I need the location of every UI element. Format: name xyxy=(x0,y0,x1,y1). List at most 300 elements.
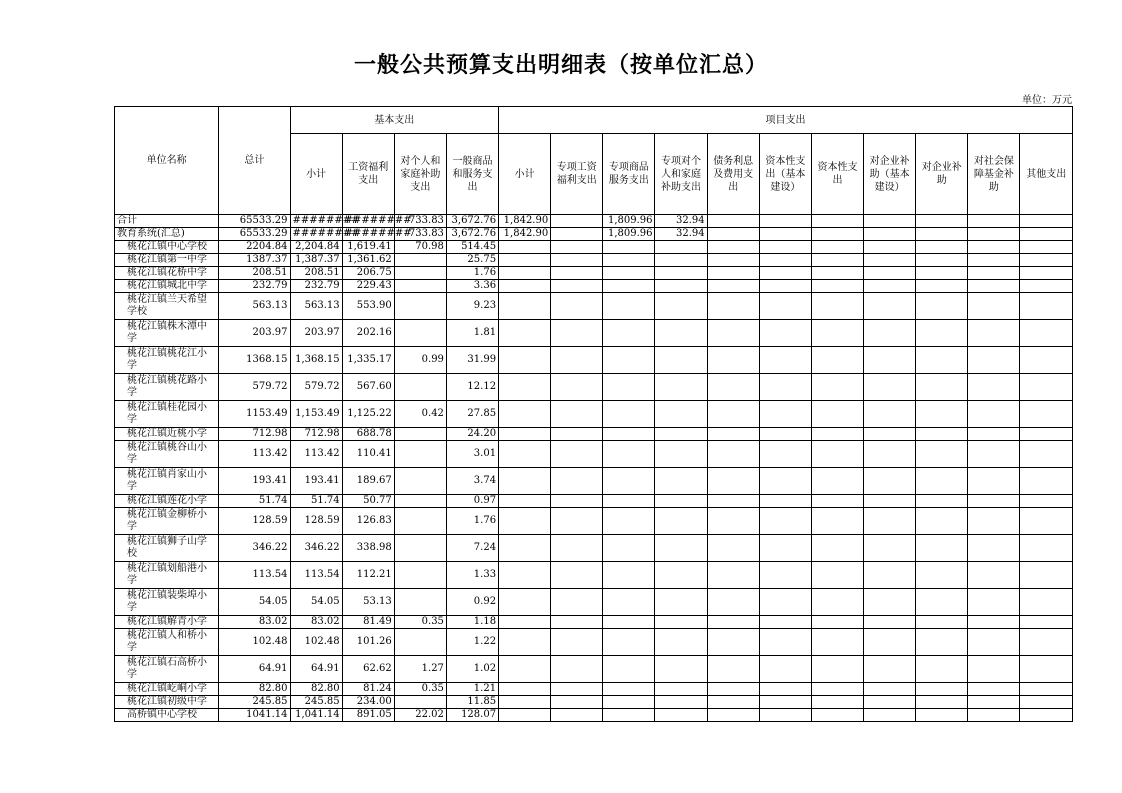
value-cell-b-pers xyxy=(394,495,446,508)
empty-cell xyxy=(707,656,759,683)
empty-cell xyxy=(864,401,916,428)
empty-cell xyxy=(1020,696,1073,709)
value-cell-b-goods: 0.97 xyxy=(446,495,498,508)
value-cell-p-goods xyxy=(603,656,655,683)
empty-cell xyxy=(864,267,916,280)
value-cell-p-sub xyxy=(499,495,551,508)
empty-cell xyxy=(811,441,863,468)
value-cell-b-wage: 567.60 xyxy=(342,374,394,401)
empty-cell xyxy=(1020,508,1073,535)
value-cell-b-goods: 27.85 xyxy=(446,401,498,428)
empty-cell xyxy=(916,629,968,656)
unit-name-cell: 桃花江镇桃花路小学 xyxy=(115,374,219,401)
value-cell-p-sub xyxy=(499,347,551,374)
empty-cell xyxy=(1020,683,1073,696)
value-cell-p-pers xyxy=(655,589,707,616)
value-cell-p-pers: 32.94 xyxy=(655,228,707,241)
value-cell-p-wage xyxy=(551,589,603,616)
value-cell-p-pers xyxy=(655,241,707,254)
empty-cell xyxy=(811,656,863,683)
empty-cell xyxy=(968,215,1020,228)
header-project-col: 资本性支出 xyxy=(811,134,863,215)
value-cell-p-pers: 32.94 xyxy=(655,215,707,228)
table-row xyxy=(115,696,1073,709)
empty-cell xyxy=(759,215,811,228)
page-title: 一般公共预算支出明细表（按单位汇总） xyxy=(353,53,768,78)
table-row xyxy=(115,267,1073,280)
empty-cell xyxy=(864,696,916,709)
value-cell-p-pers xyxy=(655,562,707,589)
value-cell-p-goods xyxy=(603,280,655,293)
empty-cell xyxy=(968,428,1020,441)
unit-name-cell: 桃花江镇近桃小学 xyxy=(115,428,219,441)
table-row xyxy=(115,535,1073,562)
empty-cell xyxy=(759,228,811,241)
value-cell-p-wage xyxy=(551,616,603,629)
header-project: 项目支出 xyxy=(499,107,1073,134)
empty-cell xyxy=(707,428,759,441)
empty-cell xyxy=(707,535,759,562)
value-cell-p-sub xyxy=(499,683,551,696)
value-cell-b-wage: 110.41 xyxy=(342,441,394,468)
value-cell-b-wage: 1,619.41 xyxy=(342,241,394,254)
empty-cell xyxy=(759,441,811,468)
empty-cell xyxy=(707,280,759,293)
empty-cell xyxy=(968,254,1020,267)
value-cell-p-wage xyxy=(551,320,603,347)
empty-cell xyxy=(916,267,968,280)
table-row xyxy=(115,428,1073,441)
table-row xyxy=(115,656,1073,683)
empty-cell xyxy=(811,347,863,374)
unit-name-cell: 桃花江镇莲花小学 xyxy=(115,495,219,508)
header-project-col: 资本性支出（基本建设） xyxy=(759,134,811,215)
empty-cell xyxy=(811,468,863,495)
empty-cell xyxy=(1020,280,1073,293)
value-cell-total: 54.05 xyxy=(219,589,290,616)
value-cell-total: 1387.37 xyxy=(219,254,290,267)
value-cell-b-sub: 1,153.49 xyxy=(290,401,342,428)
value-cell-b-goods: 3,672.76 xyxy=(446,228,498,241)
value-cell-p-sub xyxy=(499,428,551,441)
value-cell-b-wage: 112.21 xyxy=(342,562,394,589)
table-row xyxy=(115,215,1073,228)
empty-cell xyxy=(707,495,759,508)
value-cell-b-sub: 232.79 xyxy=(290,280,342,293)
value-cell-p-wage xyxy=(551,495,603,508)
empty-cell xyxy=(916,535,968,562)
empty-cell xyxy=(916,215,968,228)
value-cell-b-pers xyxy=(394,535,446,562)
empty-cell xyxy=(811,215,863,228)
empty-cell xyxy=(864,709,916,722)
value-cell-b-goods: 1.76 xyxy=(446,267,498,280)
empty-cell xyxy=(916,293,968,320)
table-row xyxy=(115,616,1073,629)
value-cell-p-wage xyxy=(551,347,603,374)
value-cell-b-goods: 11.85 xyxy=(446,696,498,709)
value-cell-p-sub: 1,842.90 xyxy=(499,215,551,228)
value-cell-p-pers xyxy=(655,696,707,709)
empty-cell xyxy=(811,280,863,293)
empty-cell xyxy=(811,267,863,280)
unit-name-cell: 桃花江镇肖家山小学 xyxy=(115,468,219,495)
empty-cell xyxy=(916,495,968,508)
value-cell-b-goods: 3.01 xyxy=(446,441,498,468)
value-cell-b-wage: 202.16 xyxy=(342,320,394,347)
value-cell-p-sub xyxy=(499,254,551,267)
empty-cell xyxy=(864,347,916,374)
value-cell-p-goods xyxy=(603,241,655,254)
value-cell-b-wage: 338.98 xyxy=(342,535,394,562)
value-cell-b-pers: 733.83 xyxy=(394,228,446,241)
header-project-col: 对社会保障基金补助 xyxy=(968,134,1020,215)
unit-name-cell: 桃花江镇狮子山学校 xyxy=(115,535,219,562)
value-cell-p-sub xyxy=(499,616,551,629)
empty-cell xyxy=(916,508,968,535)
empty-cell xyxy=(811,589,863,616)
value-cell-p-pers xyxy=(655,401,707,428)
value-cell-b-sub: 51.74 xyxy=(290,495,342,508)
empty-cell xyxy=(1020,401,1073,428)
empty-cell xyxy=(707,267,759,280)
empty-cell xyxy=(707,696,759,709)
header-project-col: 专项对个人和家庭补助支出 xyxy=(655,134,707,215)
value-cell-p-wage xyxy=(551,683,603,696)
value-cell-b-pers: 22.02 xyxy=(394,709,446,722)
empty-cell xyxy=(916,589,968,616)
value-cell-p-wage xyxy=(551,441,603,468)
value-cell-p-wage xyxy=(551,656,603,683)
value-cell-b-wage: 101.26 xyxy=(342,629,394,656)
empty-cell xyxy=(916,683,968,696)
value-cell-p-goods xyxy=(603,629,655,656)
value-cell-b-sub: ######## xyxy=(290,215,342,228)
value-cell-b-pers: 0.42 xyxy=(394,401,446,428)
value-cell-p-wage xyxy=(551,215,603,228)
empty-cell xyxy=(864,320,916,347)
header-basic-col: 小计 xyxy=(290,134,342,215)
empty-cell xyxy=(968,616,1020,629)
empty-cell xyxy=(707,468,759,495)
empty-cell xyxy=(759,683,811,696)
value-cell-b-sub: 2,204.84 xyxy=(290,241,342,254)
empty-cell xyxy=(864,656,916,683)
empty-cell xyxy=(707,589,759,616)
value-cell-b-wage: 891.05 xyxy=(342,709,394,722)
empty-cell xyxy=(811,508,863,535)
value-cell-b-sub: 563.13 xyxy=(290,293,342,320)
value-cell-b-sub: 54.05 xyxy=(290,589,342,616)
value-cell-total: 193.41 xyxy=(219,468,290,495)
value-cell-b-goods: 0.92 xyxy=(446,589,498,616)
empty-cell xyxy=(864,589,916,616)
unit-name-cell: 桃花江镇兰天希望学校 xyxy=(115,293,219,320)
value-cell-b-goods: 3.36 xyxy=(446,280,498,293)
value-cell-p-goods xyxy=(603,428,655,441)
empty-cell xyxy=(916,401,968,428)
empty-cell xyxy=(916,241,968,254)
empty-cell xyxy=(968,656,1020,683)
value-cell-b-wage: 81.24 xyxy=(342,683,394,696)
value-cell-p-wage xyxy=(551,374,603,401)
empty-cell xyxy=(916,656,968,683)
value-cell-p-goods: 1,809.96 xyxy=(603,215,655,228)
empty-cell xyxy=(968,267,1020,280)
value-cell-p-goods xyxy=(603,709,655,722)
table-row xyxy=(115,347,1073,374)
empty-cell xyxy=(1020,241,1073,254)
unit-name-cell: 桃花江镇中心学校 xyxy=(115,241,219,254)
empty-cell xyxy=(707,629,759,656)
table-row xyxy=(115,629,1073,656)
table-row xyxy=(115,254,1073,267)
value-cell-p-pers xyxy=(655,428,707,441)
value-cell-b-pers xyxy=(394,374,446,401)
value-cell-b-wage: 1,361.62 xyxy=(342,254,394,267)
empty-cell xyxy=(968,495,1020,508)
value-cell-total: 64.91 xyxy=(219,656,290,683)
value-cell-b-sub: 346.22 xyxy=(290,535,342,562)
value-cell-b-sub: 1,041.14 xyxy=(290,709,342,722)
value-cell-p-pers xyxy=(655,629,707,656)
value-cell-total: 232.79 xyxy=(219,280,290,293)
value-cell-b-goods: 3.74 xyxy=(446,468,498,495)
value-cell-b-pers xyxy=(394,589,446,616)
value-cell-p-sub xyxy=(499,562,551,589)
value-cell-p-wage xyxy=(551,535,603,562)
value-cell-p-goods xyxy=(603,441,655,468)
value-cell-p-sub xyxy=(499,280,551,293)
empty-cell xyxy=(759,267,811,280)
unit-name-cell: 桃花江镇城北中学 xyxy=(115,280,219,293)
empty-cell xyxy=(968,535,1020,562)
empty-cell xyxy=(759,374,811,401)
empty-cell xyxy=(916,441,968,468)
value-cell-p-goods xyxy=(603,535,655,562)
value-cell-p-sub xyxy=(499,629,551,656)
value-cell-b-sub: 83.02 xyxy=(290,616,342,629)
header-project-col: 小计 xyxy=(499,134,551,215)
value-cell-b-wage: 62.62 xyxy=(342,656,394,683)
value-cell-b-wage: 81.49 xyxy=(342,616,394,629)
value-cell-p-pers xyxy=(655,320,707,347)
value-cell-b-goods: 3,672.76 xyxy=(446,215,498,228)
empty-cell xyxy=(811,683,863,696)
table-row xyxy=(115,508,1073,535)
value-cell-p-wage xyxy=(551,267,603,280)
value-cell-b-pers xyxy=(394,280,446,293)
empty-cell xyxy=(707,254,759,267)
empty-cell xyxy=(759,428,811,441)
value-cell-p-sub xyxy=(499,696,551,709)
value-cell-b-sub: ######## xyxy=(290,228,342,241)
value-cell-b-sub: 712.98 xyxy=(290,428,342,441)
value-cell-p-goods xyxy=(603,683,655,696)
value-cell-b-goods: 514.45 xyxy=(446,241,498,254)
value-cell-p-pers xyxy=(655,254,707,267)
empty-cell xyxy=(864,428,916,441)
empty-cell xyxy=(864,215,916,228)
empty-cell xyxy=(1020,616,1073,629)
value-cell-b-wage: 1,125.22 xyxy=(342,401,394,428)
empty-cell xyxy=(759,616,811,629)
value-cell-total: 113.42 xyxy=(219,441,290,468)
value-cell-total: 51.74 xyxy=(219,495,290,508)
value-cell-total: 82.80 xyxy=(219,683,290,696)
value-cell-total: 128.59 xyxy=(219,508,290,535)
empty-cell xyxy=(864,535,916,562)
empty-cell xyxy=(811,374,863,401)
empty-cell xyxy=(864,228,916,241)
empty-cell xyxy=(864,374,916,401)
value-cell-p-pers xyxy=(655,347,707,374)
value-cell-p-sub xyxy=(499,267,551,280)
value-cell-p-pers xyxy=(655,535,707,562)
value-cell-total: 83.02 xyxy=(219,616,290,629)
empty-cell xyxy=(864,508,916,535)
value-cell-b-sub: 128.59 xyxy=(290,508,342,535)
empty-cell xyxy=(707,228,759,241)
empty-cell xyxy=(1020,320,1073,347)
value-cell-p-wage xyxy=(551,228,603,241)
unit-name-cell: 桃花江镇划船港小学 xyxy=(115,562,219,589)
value-cell-total: 1153.49 xyxy=(219,401,290,428)
empty-cell xyxy=(968,696,1020,709)
empty-cell xyxy=(707,562,759,589)
table-row xyxy=(115,441,1073,468)
empty-cell xyxy=(1020,709,1073,722)
value-cell-p-sub xyxy=(499,468,551,495)
value-cell-p-sub xyxy=(499,401,551,428)
value-cell-p-sub xyxy=(499,535,551,562)
empty-cell xyxy=(811,562,863,589)
value-cell-p-wage xyxy=(551,254,603,267)
header-unit-name: 单位名称 xyxy=(115,107,219,215)
header-project-col: 专项商品服务支出 xyxy=(603,134,655,215)
value-cell-p-pers xyxy=(655,374,707,401)
empty-cell xyxy=(707,508,759,535)
value-cell-p-wage xyxy=(551,696,603,709)
empty-cell xyxy=(916,696,968,709)
value-cell-b-pers: 0.35 xyxy=(394,683,446,696)
empty-cell xyxy=(811,535,863,562)
empty-cell xyxy=(1020,347,1073,374)
table-row xyxy=(115,228,1073,241)
empty-cell xyxy=(707,683,759,696)
unit-name-cell: 桃花江镇桃谷山小学 xyxy=(115,441,219,468)
empty-cell xyxy=(759,241,811,254)
header-project-col: 专项工资福利支出 xyxy=(551,134,603,215)
table-row xyxy=(115,589,1073,616)
header-project-col: 对企业补助（基本建设） xyxy=(864,134,916,215)
empty-cell xyxy=(968,629,1020,656)
value-cell-b-pers xyxy=(394,267,446,280)
empty-cell xyxy=(968,562,1020,589)
empty-cell xyxy=(1020,228,1073,241)
value-cell-b-sub: 1,368.15 xyxy=(290,347,342,374)
table-row xyxy=(115,280,1073,293)
value-cell-p-goods xyxy=(603,320,655,347)
value-cell-total: 65533.29 xyxy=(219,215,290,228)
empty-cell xyxy=(968,320,1020,347)
value-cell-total: 208.51 xyxy=(219,267,290,280)
empty-cell xyxy=(811,320,863,347)
value-cell-p-pers xyxy=(655,441,707,468)
value-cell-b-wage: 553.90 xyxy=(342,293,394,320)
value-cell-p-sub xyxy=(499,241,551,254)
value-cell-b-wage: 53.13 xyxy=(342,589,394,616)
value-cell-p-wage xyxy=(551,629,603,656)
value-cell-b-goods: 7.24 xyxy=(446,535,498,562)
value-cell-b-pers: 70.98 xyxy=(394,241,446,254)
value-cell-b-pers xyxy=(394,562,446,589)
empty-cell xyxy=(707,215,759,228)
value-cell-total: 2204.84 xyxy=(219,241,290,254)
header-basic-col: 对个人和家庭补助支出 xyxy=(394,134,446,215)
table-row xyxy=(115,293,1073,320)
empty-cell xyxy=(968,293,1020,320)
empty-cell xyxy=(916,254,968,267)
value-cell-p-sub xyxy=(499,441,551,468)
value-cell-b-sub: 64.91 xyxy=(290,656,342,683)
value-cell-b-wage: ######## xyxy=(342,228,394,241)
empty-cell xyxy=(916,428,968,441)
value-cell-p-wage xyxy=(551,562,603,589)
value-cell-total: 1041.14 xyxy=(219,709,290,722)
value-cell-p-sub xyxy=(499,320,551,347)
value-cell-b-goods: 24.20 xyxy=(446,428,498,441)
empty-cell xyxy=(864,254,916,267)
value-cell-b-pers xyxy=(394,468,446,495)
value-cell-b-sub: 113.42 xyxy=(290,441,342,468)
empty-cell xyxy=(864,441,916,468)
empty-cell xyxy=(759,709,811,722)
value-cell-p-goods xyxy=(603,374,655,401)
empty-cell xyxy=(968,468,1020,495)
empty-cell xyxy=(864,468,916,495)
value-cell-total: 1368.15 xyxy=(219,347,290,374)
empty-cell xyxy=(1020,656,1073,683)
table-row xyxy=(115,241,1073,254)
value-cell-p-goods xyxy=(603,347,655,374)
unit-name-cell: 桃花江镇桂花园小学 xyxy=(115,401,219,428)
value-cell-total: 203.97 xyxy=(219,320,290,347)
empty-cell xyxy=(811,428,863,441)
empty-cell xyxy=(811,709,863,722)
empty-cell xyxy=(968,589,1020,616)
value-cell-b-sub: 82.80 xyxy=(290,683,342,696)
value-cell-b-pers xyxy=(394,428,446,441)
empty-cell xyxy=(916,562,968,589)
table-row xyxy=(115,562,1073,589)
empty-cell xyxy=(864,629,916,656)
value-cell-b-goods: 1.76 xyxy=(446,508,498,535)
empty-cell xyxy=(707,441,759,468)
value-cell-p-pers xyxy=(655,616,707,629)
value-cell-p-goods xyxy=(603,401,655,428)
empty-cell xyxy=(1020,535,1073,562)
value-cell-p-goods xyxy=(603,267,655,280)
empty-cell xyxy=(1020,374,1073,401)
empty-cell xyxy=(707,401,759,428)
empty-cell xyxy=(707,374,759,401)
value-cell-b-pers xyxy=(394,508,446,535)
value-cell-b-pers xyxy=(394,696,446,709)
value-cell-b-pers xyxy=(394,441,446,468)
header-basic-col: 一般商品和服务支出 xyxy=(446,134,498,215)
value-cell-p-goods xyxy=(603,616,655,629)
